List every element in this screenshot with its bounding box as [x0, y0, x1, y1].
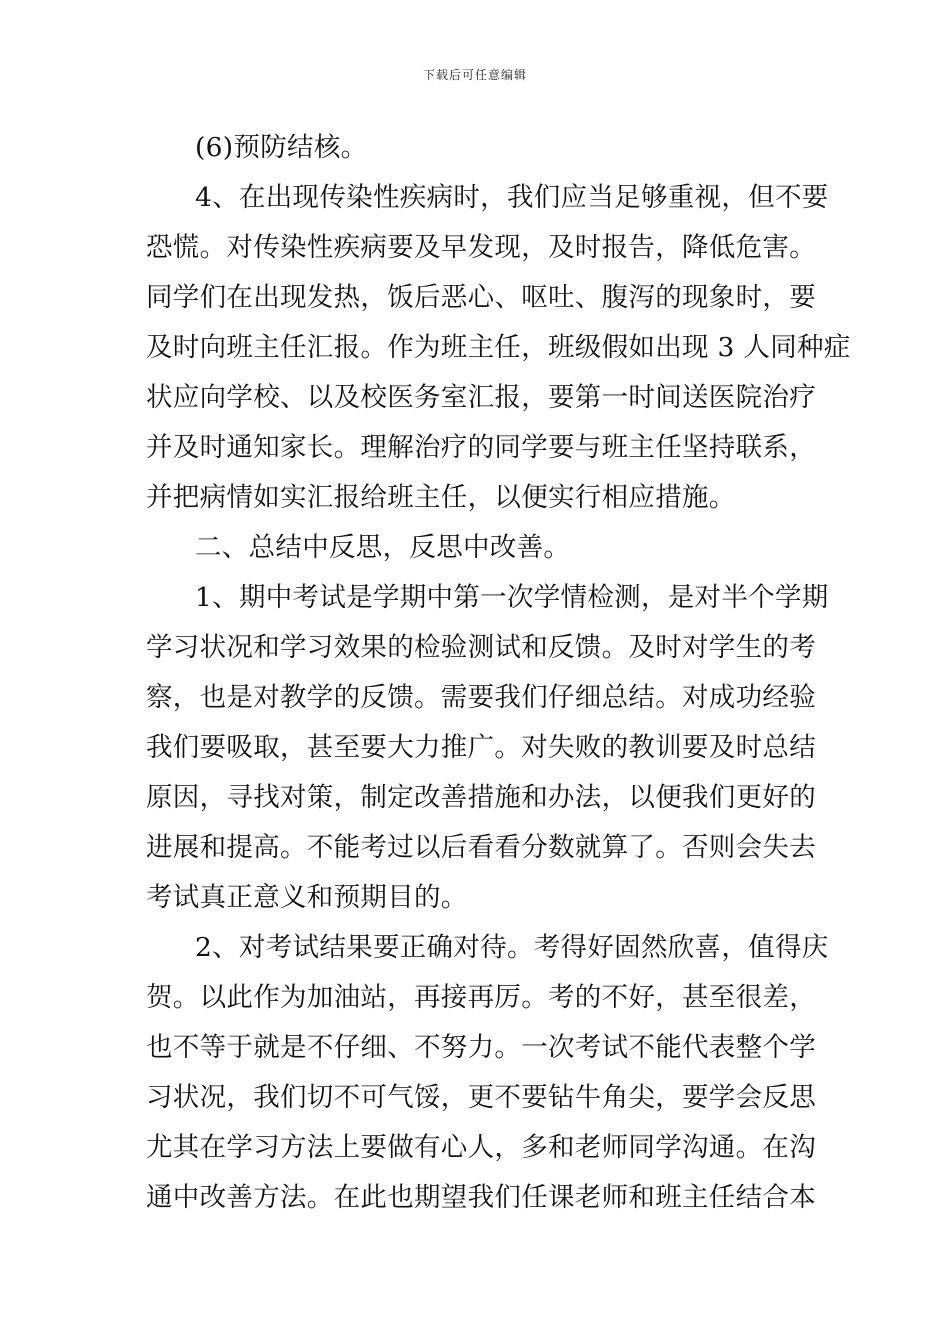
- text-line: 通中改善方法。在此也期望我们任课老师和班主任结合本: [146, 1182, 816, 1213]
- text-line: 状应向学校、以及校医务室汇报，要第一时间送医院治疗: [146, 382, 816, 413]
- text-line: 学习状况和学习效果的检验测试和反馈。及时对学生的考: [146, 632, 816, 663]
- text-line: 察，也是对教学的反馈。需要我们仔细总结。对成功经验: [146, 682, 816, 713]
- text-line: 考试真正意义和预期目的。: [146, 882, 468, 913]
- section-heading: 二、总结中反思，反思中改善。: [195, 532, 571, 563]
- text-line: 习状况，我们切不可气馁，更不要钻牛角尖，要学会反思: [146, 1082, 816, 1113]
- text-line: 并及时通知家长。理解治疗的同学要与班主任坚持联系，: [146, 432, 816, 463]
- text-line: 也不等于就是不仔细、不努力。一次考试不能代表整个学: [146, 1032, 816, 1063]
- text-line: (6)预防结核。: [195, 132, 368, 163]
- page-header: 下载后可任意编辑: [422, 68, 527, 82]
- text-line: 1、期中考试是学期中第一次学情检测，是对半个学期: [195, 582, 829, 613]
- text-line: 同学们在出现发热，饭后恶心、呕吐、腹泻的现象时，要: [146, 282, 816, 313]
- text-line: 4、在出现传染性疾病时，我们应当足够重视，但不要: [195, 182, 829, 213]
- text-line: 原因，寻找对策，制定改善措施和办法，以便我们更好的: [146, 782, 816, 813]
- text-line: 尤其在学习方法上要做有心人，多和老师同学沟通。在沟: [146, 1132, 816, 1163]
- text-line: 恐慌。对传染性疾病要及早发现，及时报告，降低危害。: [146, 232, 816, 263]
- text-line: 2、对考试结果要正确对待。考得好固然欣喜，值得庆: [195, 932, 829, 963]
- text-line: 及时向班主任汇报。作为班主任，班级假如出现 3 人同种症: [146, 332, 851, 363]
- text-line: 并把病情如实汇报给班主任，以便实行相应措施。: [146, 482, 736, 513]
- text-line: 贺。以此作为加油站，再接再厉。考的不好，甚至很差，: [146, 982, 816, 1013]
- text-line: 进展和提高。不能考过以后看看分数就算了。否则会失去: [146, 832, 816, 863]
- text-line: 我们要吸取，甚至要大力推广。对失败的教训要及时总结: [146, 732, 816, 763]
